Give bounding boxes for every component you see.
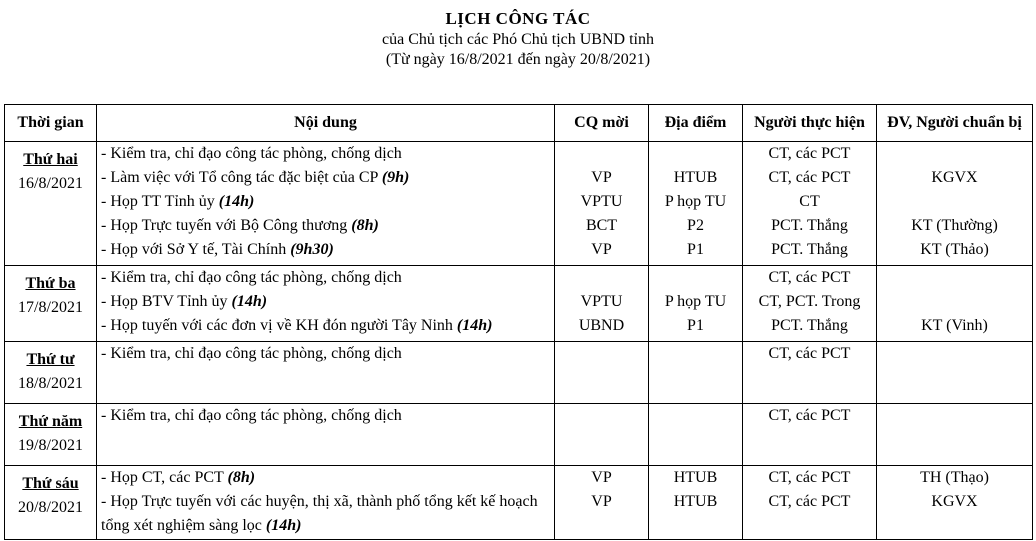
content-cell [97, 404, 555, 466]
place-cell-value [653, 142, 738, 166]
place-cell [649, 266, 743, 342]
prep-cell-value [881, 290, 1028, 314]
person-cell-value: PCT. Thắng [771, 241, 848, 258]
table-header-row [5, 105, 1033, 142]
day-name: Thứ ba [25, 275, 76, 292]
prep-cell [877, 342, 1033, 404]
item-text: - Kiểm tra, chỉ đạo công tác phòng, chống dịch [101, 345, 402, 362]
place-cell [649, 142, 743, 266]
day-cell [5, 466, 97, 540]
person-cell-value: CT, các PCT [768, 345, 851, 362]
item-text: - Họp tuyến với các đơn vị về KH đón người Tây Ninh [101, 317, 457, 334]
list-item [101, 404, 550, 428]
table-row [5, 266, 1033, 342]
item-time: (14h) [456, 317, 493, 334]
col-header-prep: ĐV, Người chuẩn bị [877, 105, 1033, 142]
list-item [101, 238, 550, 262]
document-period: (Từ ngày 16/8/2021 đến ngày 20/8/2021) [385, 51, 651, 68]
place-cell-value: P2 [687, 217, 704, 234]
prep-cell-value [881, 190, 1028, 214]
content-cell [97, 466, 555, 540]
inviter-cell [555, 266, 649, 342]
content-cell [97, 342, 555, 404]
person-cell-value: CT, các PCT [768, 269, 851, 286]
item-text: - Họp Trực tuyến với Bộ Công thương [101, 217, 352, 234]
person-cell-value: CT, các PCT [768, 407, 851, 424]
item-time: (14h) [218, 193, 255, 210]
item-time: (9h) [381, 169, 410, 186]
place-cell-value: P họp TU [664, 293, 727, 310]
prep-cell-value: KT (Thường) [911, 217, 998, 234]
inviter-cell [555, 342, 649, 404]
col-header-content: Nội dung [97, 105, 555, 142]
inviter-cell-value: VPTU [580, 293, 623, 310]
list-item [101, 214, 550, 238]
place-cell-value: HTUB [673, 169, 718, 186]
prep-cell-value [881, 404, 1028, 428]
person-cell-value: CT [799, 193, 820, 210]
person-cell [743, 404, 877, 466]
prep-cell-value: KGVX [931, 169, 978, 186]
schedule-table [4, 104, 1033, 540]
list-item [101, 190, 550, 214]
table-row [5, 342, 1033, 404]
prep-cell [877, 466, 1033, 540]
person-cell [743, 342, 877, 404]
day-name: Thứ tư [26, 351, 75, 368]
day-name: Thứ sáu [22, 475, 79, 492]
inviter-cell-value: VP [591, 469, 612, 486]
inviter-cell-value [559, 142, 644, 166]
item-text: - Họp Trực tuyến với các huyện, thị xã, thành phố tổng kết kế hoạch tổng xét nghiệm sàng lọc [101, 493, 538, 534]
person-cell-value: PCT. Thắng [771, 217, 848, 234]
place-cell-value [653, 404, 738, 428]
inviter-cell-value: VP [591, 241, 612, 258]
table-row [5, 142, 1033, 266]
prep-cell [877, 142, 1033, 266]
table-row [5, 404, 1033, 466]
col-header-time: Thời gian [5, 105, 97, 142]
day-name: Thứ hai [23, 151, 78, 168]
list-item [101, 266, 550, 290]
item-text: - Làm việc với Tổ công tác đặc biệt của CP [101, 169, 382, 186]
day-date: 17/8/2021 [18, 299, 83, 316]
list-item [101, 142, 550, 166]
day-cell [5, 142, 97, 266]
item-text: - Họp với Sở Y tế, Tài Chính [101, 241, 291, 258]
content-cell [97, 142, 555, 266]
item-time: (9h30) [290, 241, 334, 258]
person-cell [743, 266, 877, 342]
place-cell-value [653, 266, 738, 290]
prep-cell-value: KT (Thảo) [920, 241, 989, 258]
person-cell-value: CT, PCT. Trong [758, 293, 861, 310]
item-time: (14h) [265, 517, 302, 534]
item-text: - Họp CT, các PCT [101, 469, 228, 486]
document-subtitle: của Chủ tịch các Phó Chủ tịch UBND tỉnh [382, 31, 654, 48]
list-item [101, 166, 550, 190]
list-item [101, 314, 550, 338]
person-cell-value: CT, các PCT [768, 169, 851, 186]
item-text: - Họp TT Tỉnh ủy [101, 193, 219, 210]
inviter-cell [555, 404, 649, 466]
col-header-inviter: CQ mời [555, 105, 649, 142]
inviter-cell-value: VP [591, 169, 612, 186]
inviter-cell-value: BCT [585, 217, 618, 234]
place-cell-value: P họp TU [664, 193, 727, 210]
prep-cell-value: TH (Thạo) [920, 469, 989, 486]
inviter-cell-value: UBND [578, 317, 625, 334]
item-text: - Kiểm tra, chỉ đạo công tác phòng, chống dịch [101, 145, 402, 162]
prep-cell-value: KGVX [931, 493, 978, 510]
day-date: 16/8/2021 [18, 175, 83, 192]
item-time: (8h) [351, 217, 379, 234]
inviter-cell [555, 466, 649, 540]
content-cell [97, 266, 555, 342]
inviter-cell-value: VP [591, 493, 612, 510]
person-cell [743, 466, 877, 540]
list-item [101, 342, 550, 366]
prep-cell-value: KT (Vinh) [921, 317, 988, 334]
day-date: 19/8/2021 [18, 437, 83, 454]
prep-cell-value [881, 266, 1028, 290]
item-time: (8h) [227, 469, 256, 486]
table-row [5, 466, 1033, 540]
list-item [101, 290, 550, 314]
col-header-person: Người thực hiện [743, 105, 877, 142]
prep-cell [877, 404, 1033, 466]
inviter-cell [555, 142, 649, 266]
item-text: - Kiểm tra, chỉ đạo công tác phòng, chống dịch [101, 269, 402, 286]
place-cell [649, 404, 743, 466]
person-cell-value: CT, các PCT [768, 493, 851, 510]
place-cell [649, 466, 743, 540]
prep-cell-value [881, 142, 1028, 166]
document-title: LỊCH CÔNG TÁC [445, 9, 591, 28]
list-item [101, 466, 550, 490]
day-date: 20/8/2021 [18, 499, 83, 516]
item-text: - Họp BTV Tỉnh ủy [101, 293, 232, 310]
item-time: (14h) [231, 293, 268, 310]
inviter-cell-value [559, 266, 644, 290]
place-cell-value: HTUB [673, 469, 718, 486]
person-cell-value: CT, các PCT [768, 469, 851, 486]
person-cell [743, 142, 877, 266]
place-cell [649, 342, 743, 404]
person-cell-value: PCT. Thắng [771, 317, 848, 334]
place-cell-value: HTUB [673, 493, 718, 510]
day-cell [5, 342, 97, 404]
person-cell-value: CT, các PCT [768, 145, 851, 162]
inviter-cell-value: VPTU [580, 193, 623, 210]
inviter-cell-value [559, 342, 644, 366]
day-cell [5, 404, 97, 466]
col-header-place: Địa điểm [649, 105, 743, 142]
day-date: 18/8/2021 [18, 375, 83, 392]
prep-cell-value [881, 342, 1028, 366]
place-cell-value [653, 342, 738, 366]
place-cell-value: P1 [687, 241, 704, 258]
day-cell [5, 266, 97, 342]
item-text: - Kiểm tra, chỉ đạo công tác phòng, chống dịch [101, 407, 402, 424]
place-cell-value: P1 [687, 317, 704, 334]
prep-cell [877, 266, 1033, 342]
list-item [101, 490, 550, 538]
day-name: Thứ năm [18, 413, 83, 430]
inviter-cell-value [559, 404, 644, 428]
